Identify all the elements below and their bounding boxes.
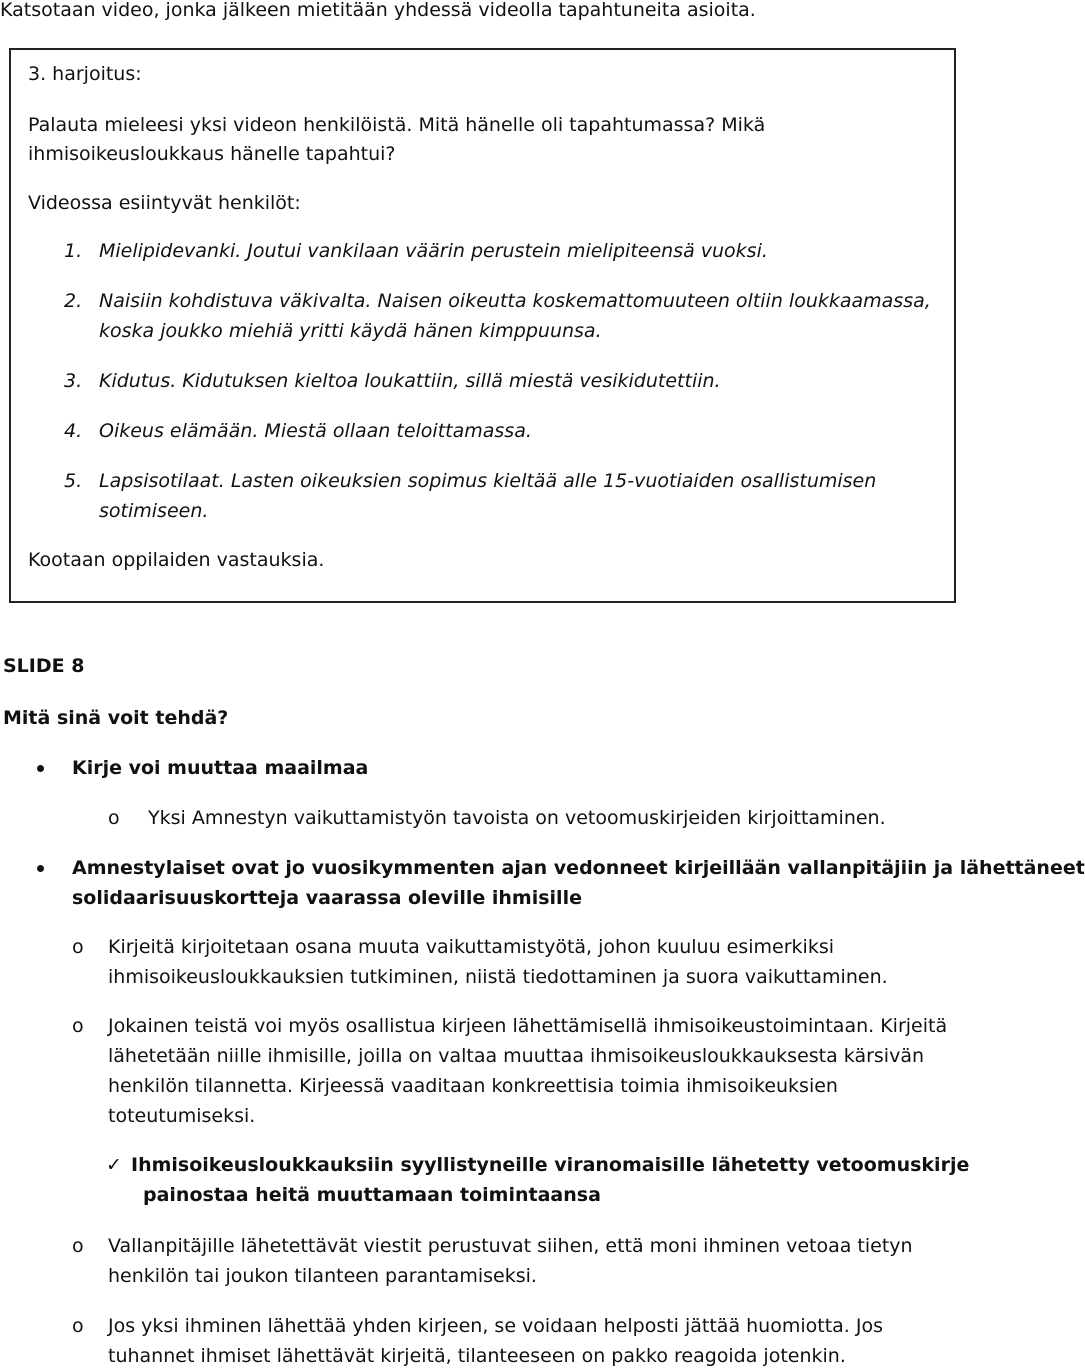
person-text: sotimiseen.: [99, 500, 209, 522]
slide-title: SLIDE 8: [3, 655, 85, 677]
person-number: 4.: [64, 420, 83, 442]
people-label: Videossa esiintyvät henkilöt:: [28, 192, 301, 214]
sub-bullet-marker: o: [72, 1235, 84, 1257]
sub-bullet-text: Yksi Amnestyn vaikuttamistyön tavoista on vetoomuskirjeiden kirjoittaminen.: [148, 807, 886, 829]
slide-question: Mitä sinä voit tehdä?: [3, 707, 229, 729]
person-number: 3.: [64, 370, 83, 392]
sub-bullet-text: Jokainen teistä voi myös osallistua kirjeen lähettämisellä ihmisoikeustoimintaan. Kirjeitä: [108, 1015, 948, 1037]
person-text: Naisiin kohdistuva väkivalta. Naisen oikeutta koskemattomuuteen oltiin loukkaamassa,: [99, 290, 931, 312]
person-text: Oikeus elämään. Miestä ollaan teloittamassa.: [99, 420, 532, 442]
person-text: koska joukko miehiä yritti käydä hänen kimppuunsa.: [99, 320, 602, 342]
bullet-text: Amnestylaiset ovat jo vuosikymmenten ajan vedonneet kirjeillään vallanpitäjiin ja lähettäneet: [72, 857, 1085, 879]
bullet-dot: [37, 765, 44, 772]
person-text: Mielipidevanki. Joutui vankilaan väärin perustein mielipiteensä vuoksi.: [99, 240, 768, 262]
sub-bullet-text: Vallanpitäjille lähetettävät viestit perustuvat siihen, että moni ihminen vetoaa tietyn: [108, 1235, 913, 1257]
sub-bullet-text: ihmisoikeusloukkauksien tutkiminen, niistä tiedottaminen ja suora vaikuttaminen.: [108, 966, 888, 988]
exercise-prompt-line: Palauta mieleesi yksi videon henkilöistä. Mitä hänelle oli tapahtumassa? Mikä: [28, 114, 766, 136]
person-text: Lapsisotilaat. Lasten oikeuksien sopimus kieltää alle 15-vuotiaiden osallistumisen: [99, 470, 877, 492]
sub-bullet-text: tuhannet ihmiset lähettävät kirjeitä, tilanteeseen on pakko reagoida jotenkin.: [108, 1345, 846, 1367]
intro-text: Katsotaan video, jonka jälkeen mietitään yhdessä videolla tapahtuneita asioita.: [0, 0, 756, 21]
sub-bullet-marker: o: [72, 936, 84, 958]
person-number: 5.: [64, 470, 83, 492]
bullet-text: Kirje voi muuttaa maailmaa: [72, 757, 369, 779]
sub-bullet-text: Kirjeitä kirjoitetaan osana muuta vaikuttamistyötä, johon kuuluu esimerkiksi: [108, 936, 835, 958]
exercise-closing: Kootaan oppilaiden vastauksia.: [28, 549, 325, 571]
exercise-prompt-line: ihmisoikeusloukkaus hänelle tapahtui?: [28, 143, 396, 165]
sub-bullet-marker: o: [72, 1015, 84, 1037]
sub-bullet-marker: o: [108, 807, 120, 829]
sub-bullet-text: Jos yksi ihminen lähettää yhden kirjeen, se voidaan helposti jättää huomiotta. Jos: [108, 1315, 884, 1337]
person-text: Kidutus. Kidutuksen kieltoa loukattiin, sillä miestä vesikidutettiin.: [99, 370, 721, 392]
sub-bullet-text: henkilön tai joukon tilanteen parantamiseksi.: [108, 1265, 537, 1287]
bullet-text: solidaarisuuskortteja vaarassa oleville ihmisille: [72, 887, 582, 909]
exercise-heading: 3. harjoitus:: [28, 63, 142, 85]
sub-bullet-marker: o: [72, 1315, 84, 1337]
person-number: 2.: [64, 290, 83, 312]
sub-bullet-text: toteutumiseksi.: [108, 1105, 256, 1127]
check-text: painostaa heitä muuttamaan toimintaansa: [143, 1184, 601, 1206]
check-icon: ✓: [106, 1154, 122, 1176]
sub-bullet-text: henkilön tilannetta. Kirjeessä vaaditaan konkreettisia toimia ihmisoikeuksien: [108, 1075, 838, 1097]
bullet-dot: [37, 865, 44, 872]
person-number: 1.: [64, 240, 83, 262]
check-text: Ihmisoikeusloukkauksiin syyllistyneille viranomaisille lähetetty vetoomuskirje: [131, 1154, 970, 1176]
sub-bullet-text: lähetetään niille ihmisille, joilla on valtaa muuttaa ihmisoikeusloukkauksesta kärsivän: [108, 1045, 925, 1067]
